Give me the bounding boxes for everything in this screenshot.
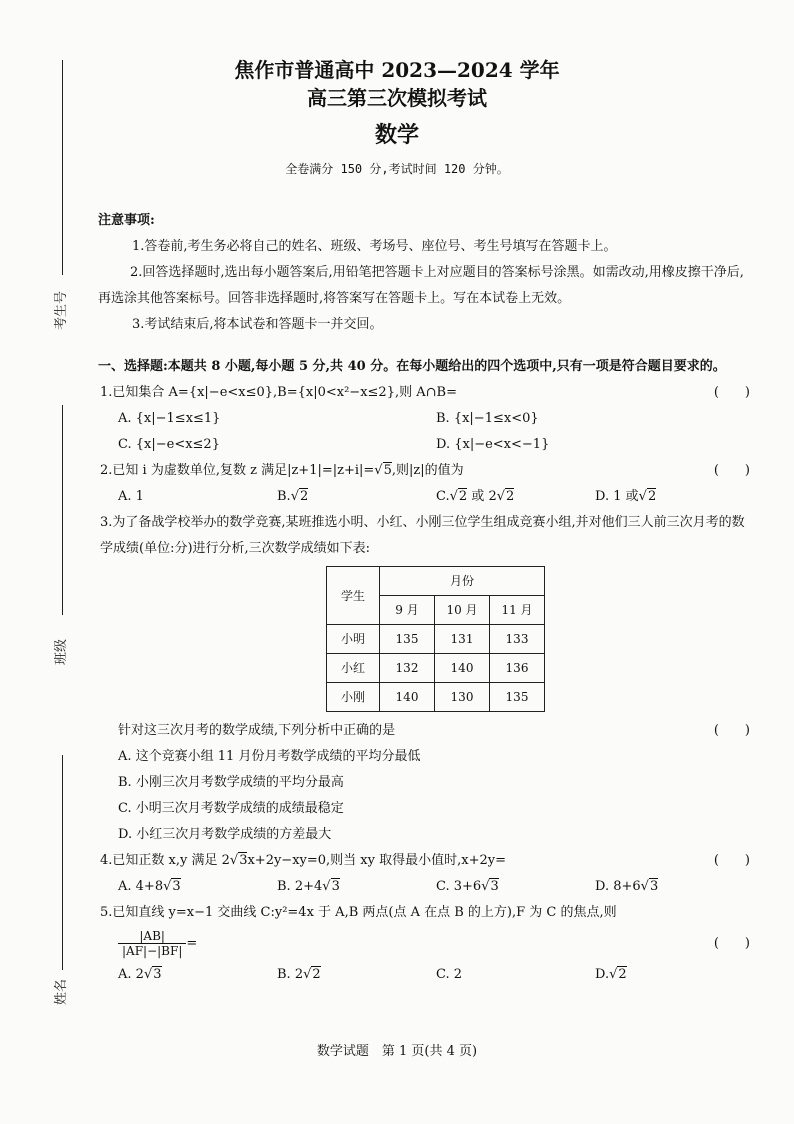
- question-3-text: 针对这三次月考的数学成绩,下列分析中正确的是: [118, 723, 396, 738]
- option-a: A. 2√3: [118, 967, 162, 982]
- option-a: A. 1: [118, 489, 144, 504]
- table-row: [327, 654, 545, 683]
- option-d: D. 小红三次月考数学成绩的方差最大: [118, 827, 332, 842]
- table-header-month: 月份: [380, 567, 545, 596]
- answer-bracket: ( ): [713, 853, 750, 868]
- student-name: 小刚: [327, 683, 380, 712]
- score-cell: 135: [380, 625, 435, 654]
- student-name: 小红: [327, 654, 380, 683]
- notice-item-2: 2.回答选择题时,选出每小题答案后,用铅笔把答题卡上对应题目的答案标号涂黑。如需改动,用橡皮擦干净后,再选涂其他答案标号。回答非选择题时,将答案写在答题卡上。写在本试卷上无效。: [98, 265, 744, 306]
- question-4-options: [100, 874, 754, 900]
- score-cell: 135: [490, 683, 545, 712]
- score-cell: 132: [380, 654, 435, 683]
- score-cell: 140: [380, 683, 435, 712]
- notice-title: 注意事项:: [98, 213, 155, 228]
- option-d: D. 1 或√2: [595, 489, 657, 504]
- option-a: A. 4+8√3: [118, 879, 181, 894]
- fraction-numerator: |AB|: [118, 929, 186, 944]
- page-footer: 数学试题 第 1 页(共 4 页): [316, 1044, 478, 1059]
- exam-content: [100, 208, 754, 988]
- exam-number-label: 考生号: [54, 290, 69, 330]
- score-cell: 133: [490, 625, 545, 654]
- question-3-prompt: [100, 718, 754, 744]
- question-1: [100, 380, 754, 406]
- question-1-stem: 1.已知集合 A={x|−e<x≤0},B={x|0<x²−x≤2},则 A∩B=: [100, 385, 457, 400]
- notice-item-1: 1.答卷前,考生务必将自己的姓名、班级、考场号、座位号、考生号填写在答题卡上。: [132, 239, 617, 254]
- question-2: [100, 458, 754, 484]
- table-header-sep: 9 月: [380, 596, 435, 625]
- equals-sign: =: [186, 936, 198, 951]
- question-4: [100, 848, 754, 874]
- exam-title-line1: 焦作市普通高中 2023—2024 学年: [234, 58, 560, 82]
- option-d: D.√2: [595, 967, 627, 982]
- option-b: B. 2√2: [277, 967, 321, 982]
- exam-title-line2: 高三第三次模拟考试: [307, 86, 487, 110]
- option-b: B. {x|−1≤x<0}: [436, 411, 539, 426]
- table-header-student: 学生: [327, 567, 380, 625]
- score-cell: 130: [435, 683, 490, 712]
- side-line-bottom: [62, 755, 63, 970]
- answer-bracket: ( ): [713, 936, 750, 951]
- question-5-stem: 5.已知直线 y=x−1 交曲线 C:y²=4x 于 A,B 两点(点 A 在点 B 的上方),F 为 C 的焦点,则: [100, 905, 617, 920]
- section-1-heading: 一、选择题:本题共 8 小题,每小题 5 分,共 40 分。在每小题给出的四个选项中,只有一项是符合题目要求的。: [98, 359, 726, 374]
- class-label: 班级: [54, 638, 69, 665]
- answer-bracket: ( ): [713, 463, 750, 478]
- side-line-mid: [62, 405, 63, 615]
- score-table: [326, 566, 545, 712]
- fraction: [118, 929, 186, 958]
- student-name: 小明: [327, 625, 380, 654]
- option-d: D. 8+6√3: [595, 879, 659, 894]
- question-5-fraction-line: [100, 926, 754, 962]
- question-2-stem: 2.已知 i 为虚数单位,复数 z 满足|z+1|=|z+i|=√5,则|z|的值为: [100, 463, 464, 478]
- exam-header: [0, 56, 794, 177]
- table-row: [327, 625, 545, 654]
- option-c: C. 3+6√3: [436, 879, 499, 894]
- option-b: B. 2+4√3: [277, 879, 340, 894]
- score-cell: 131: [435, 625, 490, 654]
- option-b: B.√2: [277, 489, 309, 504]
- answer-bracket: ( ): [713, 385, 750, 400]
- table-row: [327, 683, 545, 712]
- option-c: C. {x|−e<x≤2}: [118, 437, 220, 452]
- option-d: D. {x|−e<x<−1}: [436, 437, 550, 452]
- table-header-oct: 10 月: [435, 596, 490, 625]
- option-a: A. 这个竞赛小组 11 月份月考数学成绩的平均分最低: [118, 749, 421, 764]
- option-c: C.√2 或 2√2: [436, 489, 515, 504]
- question-1-options-row1: [100, 406, 754, 432]
- answer-bracket: ( ): [713, 723, 750, 738]
- exam-info: 全卷满分 150 分,考试时间 120 分钟。: [285, 162, 509, 176]
- question-2-options: [100, 484, 754, 510]
- option-c: C. 小明三次月考数学成绩的成绩最稳定: [118, 801, 344, 816]
- score-cell: 140: [435, 654, 490, 683]
- notice-item-3: 3.考试结束后,将本试卷和答题卡一并交回。: [132, 317, 383, 332]
- name-label: 姓名: [54, 978, 69, 1005]
- score-cell: 136: [490, 654, 545, 683]
- option-a: A. {x|−1≤x≤1}: [118, 411, 221, 426]
- question-4-stem: 4.已知正数 x,y 满足 2√3x+2y−xy=0,则当 xy 取得最小值时,x+2y=: [100, 853, 506, 868]
- question-3-stem: 3.为了备战学校举办的数学竞赛,某班推选小明、小红、小刚三位学生组成竞赛小组,并对他们三人前三次月考的数学成绩(单位:分)进行分析,三次数学成绩如下表:: [100, 515, 745, 556]
- option-c: C. 2: [436, 967, 463, 982]
- fraction-denominator: |AF|−|BF|: [122, 944, 183, 958]
- question-1-options-row2: [100, 432, 754, 458]
- option-b: B. 小刚三次月考数学成绩的平均分最高: [118, 775, 344, 790]
- question-5-options: [100, 962, 754, 988]
- subject-title: 数学: [374, 122, 419, 148]
- table-header-nov: 11 月: [490, 596, 545, 625]
